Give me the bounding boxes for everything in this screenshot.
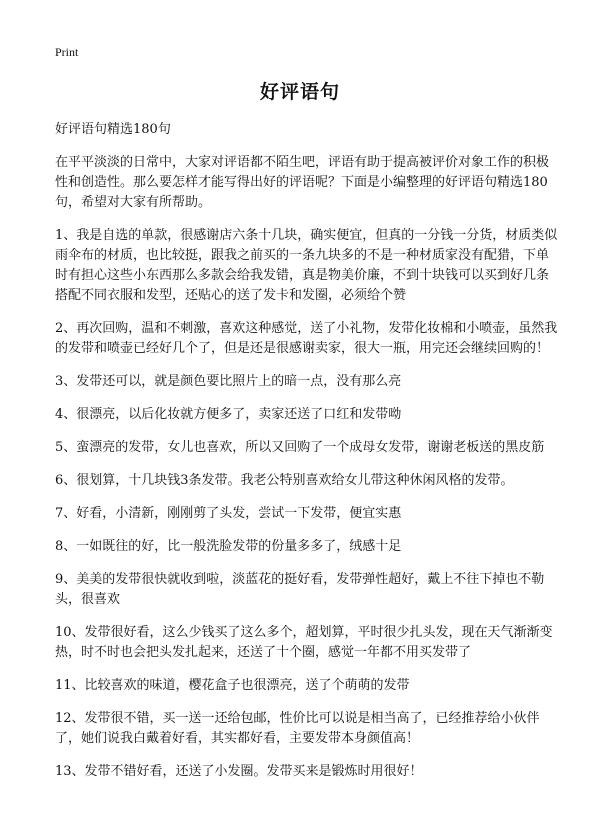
article-body xyxy=(55,120,559,795)
list-item: 6、很划算，十几块钱3条发带。我老公特别喜欢给女儿带这种休闲风格的发带。 xyxy=(55,473,514,488)
list-item: 5、蛮漂亮的发带，女儿也喜欢，所以又回购了一个成母女发带，谢谢老板送的黑皮筋 xyxy=(55,440,545,455)
list-item: 3、发带还可以，就是颜色要比照片上的暗一点，没有那么亮 xyxy=(55,374,402,389)
page-title: 好评语句 xyxy=(259,81,340,103)
print-link[interactable]: Print xyxy=(55,45,79,59)
list-item: 7、好看，小清新，刚刚剪了头发，尝试一下发带，便宜实惠 xyxy=(55,506,402,521)
list-item: 4、很漂亮，以后化妆就方便多了，卖家还送了口红和发带呦 xyxy=(55,407,402,422)
list-item: 1、我是自选的单款，很感谢店六条十几块，确实便宜，但真的一分钱一分货，材质类似雨伞布的材质，也比较挺，跟我之前买的一条九块多的不是一种材质家没有配猎，下单时有担心这些小东西那么多款会给我发错，真是物美价廉，不到十块钱可以买到好几条搭配不同衣服和发型，还贴心的送了发卡和发圈，必须给个赞 xyxy=(55,228,558,303)
list-item: 2、再次回购，温和不刺激，喜欢这种感觉，送了小礼物，发带化妆棉和小喷壶，虽然我的发带和喷壶已经好几个了，但是还是很感谢卖家，很大一瓶，用完还会继续回购的！ xyxy=(55,321,558,356)
list-item: 9、美美的发带很快就收到啦，淡蓝花的挺好看，发带弹性超好，戴上不往下掉也不勒头，很喜欢 xyxy=(55,572,545,607)
list-item: 11、比较喜欢的味道，樱花盒子也很漂亮，送了个萌萌的发带 xyxy=(55,678,410,693)
list-item: 10、发带很好看，这么少钱买了这么多个，超划算，平时很少扎头发，现在天气渐渐变热，时不时也会把头发扎起来，还送了十个圈，感觉一年都不用买发带了 xyxy=(55,625,553,660)
article-subtitle: 好评语句精选180句 xyxy=(55,122,171,137)
list-item: 13、发带不错好看，还送了小发圈。发带买来是锻炼时用很好！ xyxy=(55,764,423,779)
intro-paragraph: 在平平淡淡的日常中，大家对评语都不陌生吧，评语有助于提高被评价对象工作的积极性和创造性。那么要怎样才能写得出好的评语呢？下面是小编整理的好评语句精选180句，希望对大家有所帮助。 xyxy=(55,155,550,210)
list-item: 12、发带很不错，买一送一还给包邮，性价比可以说是相当高了，已经推荐给小伙伴了，她们说我白戴着好看，其实都好看，主要发带本身颜值高！ xyxy=(55,711,540,746)
list-item: 8、一如既往的好，比一般洗脸发带的份量多多了，绒感十足 xyxy=(55,539,402,554)
